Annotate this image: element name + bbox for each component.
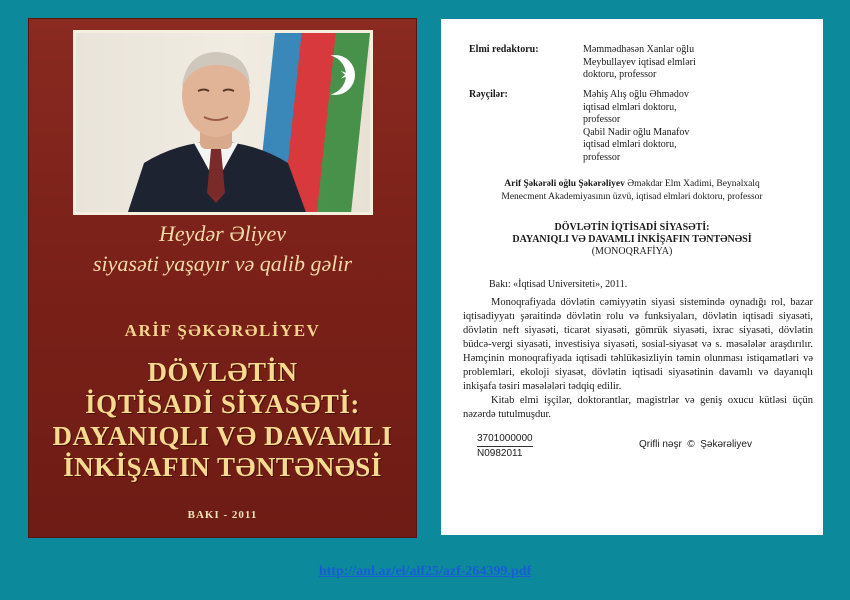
azerbaijan-flag: ✶ <box>275 33 370 212</box>
copyright-note: Qrifli nəşr © Şəkərəliyev <box>639 439 752 450</box>
editor-value <box>583 44 696 82</box>
title-page <box>441 19 823 535</box>
cover-title-line: DAYANIQLI VƏ DAVAMLI <box>52 421 393 451</box>
catalog-code-bottom: N0982011 <box>477 448 523 459</box>
editor-line: Məmmədhəsən Xanlar oğlu <box>583 44 695 55</box>
editor-line: doktoru, professor <box>583 69 657 80</box>
audience-paragraph: Kitab elmi işçilər, doktorantlar, magistrlər və geniş oxucu kütləsi üçün nəzərdə tutulmuşdur. <box>463 395 813 420</box>
catalog-code <box>477 432 533 460</box>
reviewers-label: Rəyçilər: <box>469 89 508 100</box>
cover-tagline-line1: Heydər Əliyev <box>158 221 287 246</box>
portrait-photo <box>73 30 373 215</box>
cover-title-line: DÖVLƏTİN <box>147 357 298 387</box>
book-title-line2: DAYANIQLI VƏ DAVAMLI İNKİŞAFIN TƏNTƏNƏSİ <box>512 234 752 245</box>
cover-author: ARİF ŞƏKƏRƏLİYEV <box>124 321 321 340</box>
reviewers-value <box>583 89 689 164</box>
portrait-figure <box>116 43 316 215</box>
reviewer-line: Qabil Nadir oğlu Manafov <box>583 126 690 138</box>
book-cover <box>29 19 416 537</box>
author-info <box>441 178 823 203</box>
reviewer-line: professor <box>583 114 621 125</box>
book-title <box>441 222 823 258</box>
cover-title-line: İNKİŞAFIN TƏNTƏNƏSİ <box>63 452 382 482</box>
author-name: Arif Şəkərəli oğlu Şəkərəliyev <box>504 179 625 189</box>
imprint: Bakı: «İqtisad Universiteti», 2011. <box>489 279 628 290</box>
author-title: Əməkdar Elm Xadimi, Beynəlxalq <box>624 179 760 189</box>
reviewer-line: iqtisad elmləri doktoru, <box>583 101 677 113</box>
author-affiliation: Menecment Akademiyasının üzvü, iqtisad elmləri doktoru, professor <box>501 191 763 202</box>
source-pdf-link[interactable]: http://anl.az/el/alf25/azf-264399.pdf <box>318 564 532 579</box>
reviewer-line: professor <box>583 151 621 163</box>
abstract-paragraph: Monoqrafiyada dövlətin cəmiyyətin siyasi sistemində oynadığı rol, bazar iqtisadiyyatı şəraitində dövlətin rolu və funksiyaları, dövlətin iqtisadi siyasəti, dövlətin neft siyasəti, ticarət siyasəti, gömrük siyasəti, ixrac siyasəti, dövlətin büdcə-vergi siyasəti, investisiya siyasəti, sosial-siyasət və s. məsələlər araşdırılır. Həmçinin monoqrafiyada iqtisadi təhlükəsizliyin təmin olunması istiqamətləri və problemləri, ekoloji siyasət, dövlətin iqtisadi siyasətinin davamlı və dayanıqlı inkişafa təsiri məsələləri tədqiq edilir. <box>463 297 813 392</box>
cover-city-year: BAKI - 2011 <box>187 509 258 521</box>
book-subtitle: (MONOQRAFİYA) <box>591 246 673 257</box>
reviewer-line: iqtisad elmləri doktoru, <box>583 139 677 150</box>
book-title-line1: DÖVLƏTİN İQTİSADİ SİYASƏTİ: <box>554 222 710 233</box>
editor-label: Elmi redaktoru: <box>469 44 539 55</box>
reviewer-line: Məhiş Alış oğlu Əhmədov <box>583 89 689 100</box>
catalog-code-top: 3701000000 <box>477 432 533 447</box>
cover-tagline-line2: siyasəti yaşayır və qalib gəlir <box>92 251 353 276</box>
editor-line: Meybullayev iqtisad elmləri <box>583 56 696 68</box>
cover-title-line: İQTİSADİ SİYASƏTİ: <box>85 389 360 419</box>
